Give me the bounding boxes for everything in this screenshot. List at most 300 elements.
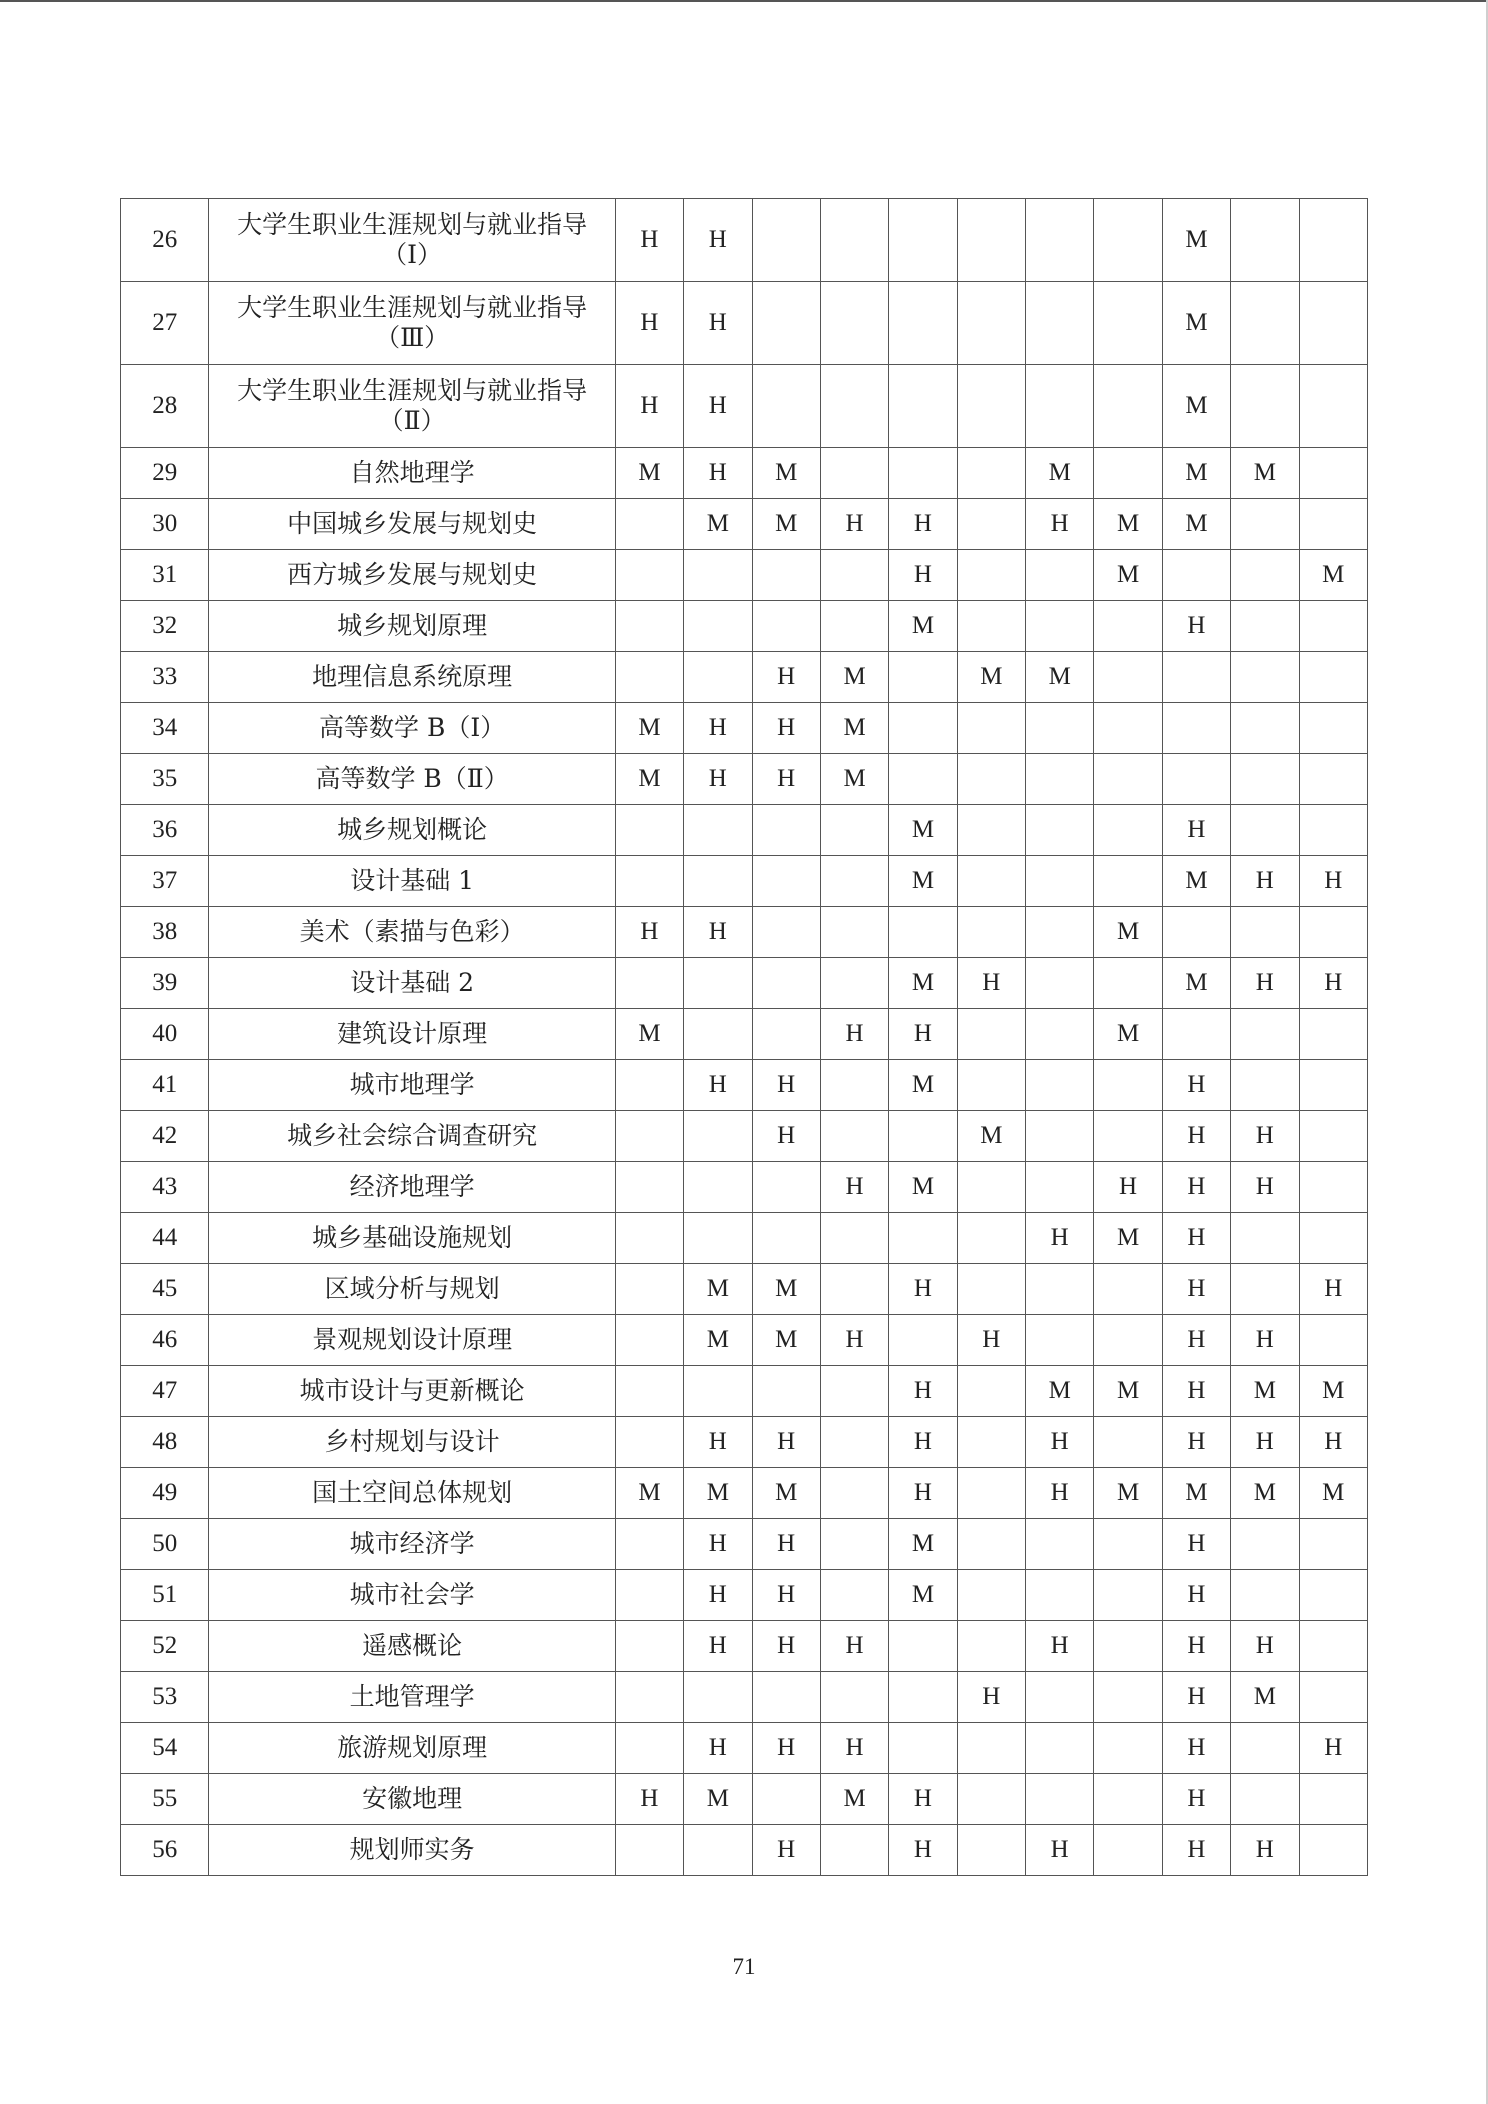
support-level-cell: M bbox=[889, 1060, 957, 1111]
course-name: 美术（素描与色彩） bbox=[299, 917, 525, 946]
table-row bbox=[121, 1213, 1368, 1264]
support-level-cell: H bbox=[889, 550, 957, 601]
support-level-cell bbox=[684, 601, 752, 652]
support-level-cell bbox=[1026, 805, 1094, 856]
support-level-cell bbox=[1026, 1519, 1094, 1570]
support-level-cell: H bbox=[1162, 601, 1230, 652]
table-row bbox=[121, 1570, 1368, 1621]
support-level-cell bbox=[1231, 199, 1299, 282]
support-level-cell: M bbox=[957, 1111, 1025, 1162]
support-level-cell bbox=[1162, 754, 1230, 805]
support-level-cell: M bbox=[1094, 1213, 1162, 1264]
table-row bbox=[121, 1468, 1368, 1519]
table-row bbox=[121, 1723, 1368, 1774]
row-number-cell: 35 bbox=[121, 754, 209, 805]
support-level-cell bbox=[957, 1162, 1025, 1213]
support-level-cell bbox=[1026, 601, 1094, 652]
row-number-cell: 36 bbox=[121, 805, 209, 856]
course-name-cell bbox=[209, 1774, 615, 1825]
support-level-cell: H bbox=[1231, 1111, 1299, 1162]
support-level-cell bbox=[1094, 856, 1162, 907]
support-level-cell bbox=[1299, 907, 1368, 958]
support-level-cell: M bbox=[1299, 550, 1368, 601]
row-number-cell: 56 bbox=[121, 1825, 209, 1876]
support-level-cell: H bbox=[615, 907, 683, 958]
support-level-cell bbox=[1299, 199, 1368, 282]
support-level-cell: H bbox=[752, 1417, 820, 1468]
support-level-cell bbox=[615, 856, 683, 907]
support-level-cell: M bbox=[820, 652, 888, 703]
table-row bbox=[121, 754, 1368, 805]
row-number-cell: 27 bbox=[121, 282, 209, 365]
support-level-cell: M bbox=[1162, 1468, 1230, 1519]
support-level-cell bbox=[889, 907, 957, 958]
support-level-cell bbox=[1026, 199, 1094, 282]
support-level-cell: H bbox=[1231, 856, 1299, 907]
support-level-cell bbox=[1299, 282, 1368, 365]
course-name-cell bbox=[209, 1468, 615, 1519]
support-level-cell bbox=[1299, 1315, 1368, 1366]
support-level-cell bbox=[1026, 1162, 1094, 1213]
course-name: 城市社会学 bbox=[349, 1580, 475, 1609]
support-level-cell: H bbox=[1094, 1162, 1162, 1213]
support-level-cell bbox=[1094, 754, 1162, 805]
course-name: 规划师实务 bbox=[349, 1835, 475, 1864]
support-level-cell bbox=[1162, 1009, 1230, 1060]
support-level-cell bbox=[1094, 1315, 1162, 1366]
course-name-cell bbox=[209, 1264, 615, 1315]
support-level-cell bbox=[957, 1213, 1025, 1264]
support-level-cell: H bbox=[1162, 1162, 1230, 1213]
course-name: 高等数学 B（Ⅱ） bbox=[315, 764, 509, 793]
course-name: 大学生职业生涯规划与就业指导 bbox=[237, 293, 588, 322]
course-name: 高等数学 B（Ⅰ） bbox=[319, 713, 506, 742]
support-level-cell bbox=[889, 1723, 957, 1774]
course-objective-matrix-table bbox=[120, 198, 1368, 1876]
support-level-cell bbox=[615, 652, 683, 703]
support-level-cell: H bbox=[615, 1774, 683, 1825]
support-level-cell bbox=[1299, 448, 1368, 499]
course-name: 土地管理学 bbox=[349, 1682, 475, 1711]
support-level-cell bbox=[1026, 1315, 1094, 1366]
support-level-cell bbox=[615, 1264, 683, 1315]
support-level-cell: M bbox=[684, 1264, 752, 1315]
support-level-cell bbox=[1026, 1723, 1094, 1774]
support-level-cell bbox=[1231, 907, 1299, 958]
support-level-cell: M bbox=[615, 448, 683, 499]
support-level-cell: H bbox=[1026, 1825, 1094, 1876]
support-level-cell bbox=[1299, 1060, 1368, 1111]
support-level-cell bbox=[615, 1672, 683, 1723]
table-row bbox=[121, 1621, 1368, 1672]
course-name-cell bbox=[209, 1366, 615, 1417]
row-number-cell: 34 bbox=[121, 703, 209, 754]
support-level-cell bbox=[615, 1111, 683, 1162]
support-level-cell: H bbox=[1162, 1417, 1230, 1468]
support-level-cell bbox=[1026, 1672, 1094, 1723]
row-number-cell: 43 bbox=[121, 1162, 209, 1213]
course-name-cell bbox=[209, 1417, 615, 1468]
support-level-cell: H bbox=[1162, 805, 1230, 856]
row-number-cell: 49 bbox=[121, 1468, 209, 1519]
support-level-cell bbox=[889, 1111, 957, 1162]
course-name: 遥感概论 bbox=[362, 1631, 463, 1660]
support-level-cell bbox=[1094, 1774, 1162, 1825]
support-level-cell: M bbox=[1094, 1009, 1162, 1060]
support-level-cell bbox=[957, 1264, 1025, 1315]
support-level-cell bbox=[684, 1009, 752, 1060]
support-level-cell: H bbox=[1299, 1264, 1368, 1315]
support-level-cell bbox=[615, 499, 683, 550]
support-level-cell: M bbox=[889, 1519, 957, 1570]
support-level-cell: M bbox=[1026, 1366, 1094, 1417]
support-level-cell: M bbox=[615, 1468, 683, 1519]
support-level-cell bbox=[957, 907, 1025, 958]
support-level-cell: M bbox=[752, 499, 820, 550]
course-name: 旅游规划原理 bbox=[337, 1733, 488, 1762]
support-level-cell bbox=[889, 652, 957, 703]
support-level-cell bbox=[1299, 652, 1368, 703]
support-level-cell bbox=[684, 1672, 752, 1723]
support-level-cell bbox=[615, 1315, 683, 1366]
support-level-cell: M bbox=[1094, 499, 1162, 550]
row-number-cell: 26 bbox=[121, 199, 209, 282]
support-level-cell: M bbox=[752, 1264, 820, 1315]
row-number-cell: 31 bbox=[121, 550, 209, 601]
support-level-cell bbox=[1231, 754, 1299, 805]
support-level-cell: H bbox=[684, 1570, 752, 1621]
support-level-cell bbox=[957, 550, 1025, 601]
support-level-cell bbox=[684, 958, 752, 1009]
support-level-cell: H bbox=[752, 703, 820, 754]
support-level-cell: H bbox=[1231, 1621, 1299, 1672]
support-level-cell bbox=[889, 1213, 957, 1264]
support-level-cell bbox=[615, 550, 683, 601]
support-level-cell bbox=[1026, 907, 1094, 958]
course-name: 城乡规划概论 bbox=[337, 815, 488, 844]
support-level-cell: H bbox=[752, 1519, 820, 1570]
course-name: 地理信息系统原理 bbox=[312, 662, 513, 691]
support-level-cell bbox=[752, 1672, 820, 1723]
course-name-cell bbox=[209, 754, 615, 805]
support-level-cell bbox=[820, 958, 888, 1009]
table-row bbox=[121, 1111, 1368, 1162]
support-level-cell bbox=[820, 448, 888, 499]
support-level-cell bbox=[1094, 1519, 1162, 1570]
support-level-cell bbox=[820, 282, 888, 365]
support-level-cell bbox=[1231, 282, 1299, 365]
table-row bbox=[121, 1672, 1368, 1723]
row-number-cell: 40 bbox=[121, 1009, 209, 1060]
support-level-cell: H bbox=[1231, 958, 1299, 1009]
support-level-cell bbox=[1094, 1672, 1162, 1723]
support-level-cell: M bbox=[1162, 282, 1230, 365]
table-body bbox=[121, 199, 1368, 1876]
support-level-cell bbox=[820, 805, 888, 856]
support-level-cell bbox=[1299, 365, 1368, 448]
support-level-cell: M bbox=[615, 703, 683, 754]
support-level-cell bbox=[889, 282, 957, 365]
row-number-cell: 44 bbox=[121, 1213, 209, 1264]
support-level-cell bbox=[957, 1468, 1025, 1519]
support-level-cell bbox=[1094, 703, 1162, 754]
support-level-cell: H bbox=[1231, 1315, 1299, 1366]
course-name: 设计基础 1 bbox=[350, 866, 475, 895]
support-level-cell: H bbox=[752, 1111, 820, 1162]
course-name-cell bbox=[209, 199, 615, 282]
row-number-cell: 30 bbox=[121, 499, 209, 550]
support-level-cell: H bbox=[1026, 499, 1094, 550]
support-level-cell bbox=[615, 1162, 683, 1213]
support-level-cell bbox=[820, 1672, 888, 1723]
support-level-cell: M bbox=[1231, 1468, 1299, 1519]
course-name-cell bbox=[209, 601, 615, 652]
course-name-suffix: （Ⅰ） bbox=[382, 240, 443, 269]
table-row bbox=[121, 601, 1368, 652]
support-level-cell bbox=[889, 448, 957, 499]
support-level-cell: H bbox=[1162, 1264, 1230, 1315]
support-level-cell: H bbox=[1299, 958, 1368, 1009]
support-level-cell bbox=[1162, 703, 1230, 754]
support-level-cell: H bbox=[1162, 1774, 1230, 1825]
support-level-cell bbox=[1299, 1672, 1368, 1723]
support-level-cell: M bbox=[1094, 907, 1162, 958]
support-level-cell: H bbox=[752, 754, 820, 805]
support-level-cell bbox=[1299, 1825, 1368, 1876]
support-level-cell: H bbox=[1162, 1621, 1230, 1672]
table-row bbox=[121, 958, 1368, 1009]
support-level-cell: H bbox=[1299, 856, 1368, 907]
row-number-cell: 48 bbox=[121, 1417, 209, 1468]
support-level-cell bbox=[1299, 1111, 1368, 1162]
support-level-cell: H bbox=[1162, 1723, 1230, 1774]
course-name-cell bbox=[209, 448, 615, 499]
table-row bbox=[121, 282, 1368, 365]
support-level-cell: H bbox=[684, 703, 752, 754]
support-level-cell: M bbox=[684, 1468, 752, 1519]
support-level-cell: M bbox=[1231, 448, 1299, 499]
row-number-cell: 42 bbox=[121, 1111, 209, 1162]
course-name-cell bbox=[209, 652, 615, 703]
support-level-cell bbox=[957, 1417, 1025, 1468]
course-name: 建筑设计原理 bbox=[337, 1019, 488, 1048]
table-row bbox=[121, 703, 1368, 754]
support-level-cell bbox=[1299, 703, 1368, 754]
support-level-cell: M bbox=[1026, 448, 1094, 499]
support-level-cell bbox=[615, 805, 683, 856]
support-level-cell: H bbox=[684, 199, 752, 282]
support-level-cell bbox=[1299, 1570, 1368, 1621]
support-level-cell bbox=[1026, 856, 1094, 907]
support-level-cell: H bbox=[1162, 1366, 1230, 1417]
support-level-cell: H bbox=[684, 448, 752, 499]
support-level-cell bbox=[684, 805, 752, 856]
support-level-cell: M bbox=[752, 448, 820, 499]
support-level-cell bbox=[957, 1009, 1025, 1060]
support-level-cell: H bbox=[957, 1672, 1025, 1723]
support-level-cell bbox=[1026, 1264, 1094, 1315]
support-level-cell bbox=[957, 199, 1025, 282]
course-name-cell bbox=[209, 856, 615, 907]
row-number-cell: 46 bbox=[121, 1315, 209, 1366]
table-row bbox=[121, 907, 1368, 958]
support-level-cell bbox=[957, 448, 1025, 499]
support-level-cell bbox=[1231, 1009, 1299, 1060]
row-number-cell: 39 bbox=[121, 958, 209, 1009]
support-level-cell: H bbox=[752, 1621, 820, 1672]
support-level-cell: M bbox=[820, 1774, 888, 1825]
support-level-cell: M bbox=[820, 754, 888, 805]
table-row bbox=[121, 1264, 1368, 1315]
support-level-cell: M bbox=[1299, 1468, 1368, 1519]
support-level-cell bbox=[1231, 550, 1299, 601]
support-level-cell bbox=[957, 1519, 1025, 1570]
course-name: 自然地理学 bbox=[349, 458, 475, 487]
support-level-cell bbox=[820, 550, 888, 601]
support-level-cell: H bbox=[615, 365, 683, 448]
support-level-cell: H bbox=[820, 499, 888, 550]
support-level-cell bbox=[820, 365, 888, 448]
support-level-cell: H bbox=[1162, 1519, 1230, 1570]
support-level-cell bbox=[752, 907, 820, 958]
support-level-cell bbox=[1231, 652, 1299, 703]
support-level-cell bbox=[1026, 1060, 1094, 1111]
support-level-cell bbox=[752, 805, 820, 856]
support-level-cell bbox=[1094, 1060, 1162, 1111]
support-level-cell bbox=[1231, 805, 1299, 856]
support-level-cell bbox=[752, 550, 820, 601]
support-level-cell bbox=[1026, 1111, 1094, 1162]
support-level-cell: H bbox=[684, 1417, 752, 1468]
support-level-cell: M bbox=[889, 1570, 957, 1621]
support-level-cell: H bbox=[1162, 1213, 1230, 1264]
support-level-cell bbox=[889, 1672, 957, 1723]
support-level-cell bbox=[615, 958, 683, 1009]
support-level-cell bbox=[957, 601, 1025, 652]
table-row bbox=[121, 856, 1368, 907]
support-level-cell bbox=[957, 1060, 1025, 1111]
support-level-cell: M bbox=[1162, 448, 1230, 499]
course-name-cell bbox=[209, 282, 615, 365]
course-name-cell bbox=[209, 550, 615, 601]
table-row bbox=[121, 1774, 1368, 1825]
support-level-cell: H bbox=[820, 1162, 888, 1213]
support-level-cell bbox=[752, 1213, 820, 1264]
support-level-cell: H bbox=[684, 365, 752, 448]
support-level-cell: H bbox=[820, 1723, 888, 1774]
support-level-cell bbox=[752, 1162, 820, 1213]
support-level-cell: H bbox=[615, 199, 683, 282]
support-level-cell: H bbox=[889, 1009, 957, 1060]
support-level-cell: H bbox=[752, 1060, 820, 1111]
row-number-cell: 33 bbox=[121, 652, 209, 703]
support-level-cell bbox=[889, 365, 957, 448]
support-level-cell bbox=[1231, 601, 1299, 652]
support-level-cell: M bbox=[684, 1774, 752, 1825]
course-name: 设计基础 2 bbox=[350, 968, 475, 997]
support-level-cell bbox=[957, 703, 1025, 754]
support-level-cell bbox=[1026, 1009, 1094, 1060]
page-top-border bbox=[0, 0, 1488, 2]
support-level-cell: H bbox=[1162, 1825, 1230, 1876]
course-name-cell bbox=[209, 958, 615, 1009]
support-level-cell: H bbox=[684, 1060, 752, 1111]
support-level-cell bbox=[1026, 365, 1094, 448]
support-level-cell: H bbox=[1231, 1417, 1299, 1468]
support-level-cell: H bbox=[889, 1366, 957, 1417]
support-level-cell: H bbox=[684, 1723, 752, 1774]
table-row bbox=[121, 652, 1368, 703]
support-level-cell bbox=[615, 1060, 683, 1111]
support-level-cell: H bbox=[889, 499, 957, 550]
row-number-cell: 32 bbox=[121, 601, 209, 652]
support-level-cell bbox=[615, 1621, 683, 1672]
support-level-cell: H bbox=[1026, 1417, 1094, 1468]
support-level-cell: M bbox=[1162, 199, 1230, 282]
table-row bbox=[121, 1519, 1368, 1570]
support-level-cell bbox=[1026, 958, 1094, 1009]
table-row bbox=[121, 1060, 1368, 1111]
course-name: 经济地理学 bbox=[349, 1172, 475, 1201]
support-level-cell: M bbox=[957, 652, 1025, 703]
course-name: 乡村规划与设计 bbox=[324, 1427, 500, 1456]
support-level-cell bbox=[752, 199, 820, 282]
support-level-cell bbox=[752, 601, 820, 652]
support-level-cell bbox=[957, 856, 1025, 907]
support-level-cell bbox=[752, 1366, 820, 1417]
course-name: 大学生职业生涯规划与就业指导 bbox=[237, 376, 588, 405]
support-level-cell bbox=[615, 1213, 683, 1264]
support-level-cell: M bbox=[752, 1468, 820, 1519]
support-level-cell bbox=[615, 1825, 683, 1876]
course-name-cell bbox=[209, 1825, 615, 1876]
course-name: 中国城乡发展与规划史 bbox=[287, 509, 538, 538]
row-number-cell: 37 bbox=[121, 856, 209, 907]
course-name: 城乡基础设施规划 bbox=[312, 1223, 513, 1252]
support-level-cell: M bbox=[889, 1162, 957, 1213]
support-level-cell: H bbox=[752, 1723, 820, 1774]
support-level-cell bbox=[1299, 754, 1368, 805]
support-level-cell: M bbox=[1162, 499, 1230, 550]
support-level-cell: H bbox=[820, 1621, 888, 1672]
support-level-cell bbox=[752, 365, 820, 448]
support-level-cell bbox=[1299, 1519, 1368, 1570]
course-name-cell bbox=[209, 1162, 615, 1213]
table-row bbox=[121, 1315, 1368, 1366]
support-level-cell: H bbox=[752, 1570, 820, 1621]
support-level-cell bbox=[957, 1621, 1025, 1672]
support-level-cell bbox=[957, 282, 1025, 365]
support-level-cell bbox=[1299, 1774, 1368, 1825]
support-level-cell bbox=[1094, 1825, 1162, 1876]
support-level-cell: M bbox=[1231, 1366, 1299, 1417]
course-name-cell bbox=[209, 1213, 615, 1264]
support-level-cell bbox=[889, 1621, 957, 1672]
support-level-cell: H bbox=[752, 652, 820, 703]
support-level-cell: H bbox=[684, 1519, 752, 1570]
course-name-cell bbox=[209, 1060, 615, 1111]
support-level-cell bbox=[1026, 282, 1094, 365]
support-level-cell: M bbox=[889, 601, 957, 652]
support-level-cell bbox=[957, 1366, 1025, 1417]
support-level-cell bbox=[752, 958, 820, 1009]
support-level-cell: H bbox=[820, 1315, 888, 1366]
course-name: 城乡社会综合调查研究 bbox=[287, 1121, 538, 1150]
support-level-cell bbox=[1231, 1774, 1299, 1825]
course-name: 安徽地理 bbox=[362, 1784, 463, 1813]
support-level-cell: M bbox=[1162, 856, 1230, 907]
support-level-cell: M bbox=[1094, 550, 1162, 601]
